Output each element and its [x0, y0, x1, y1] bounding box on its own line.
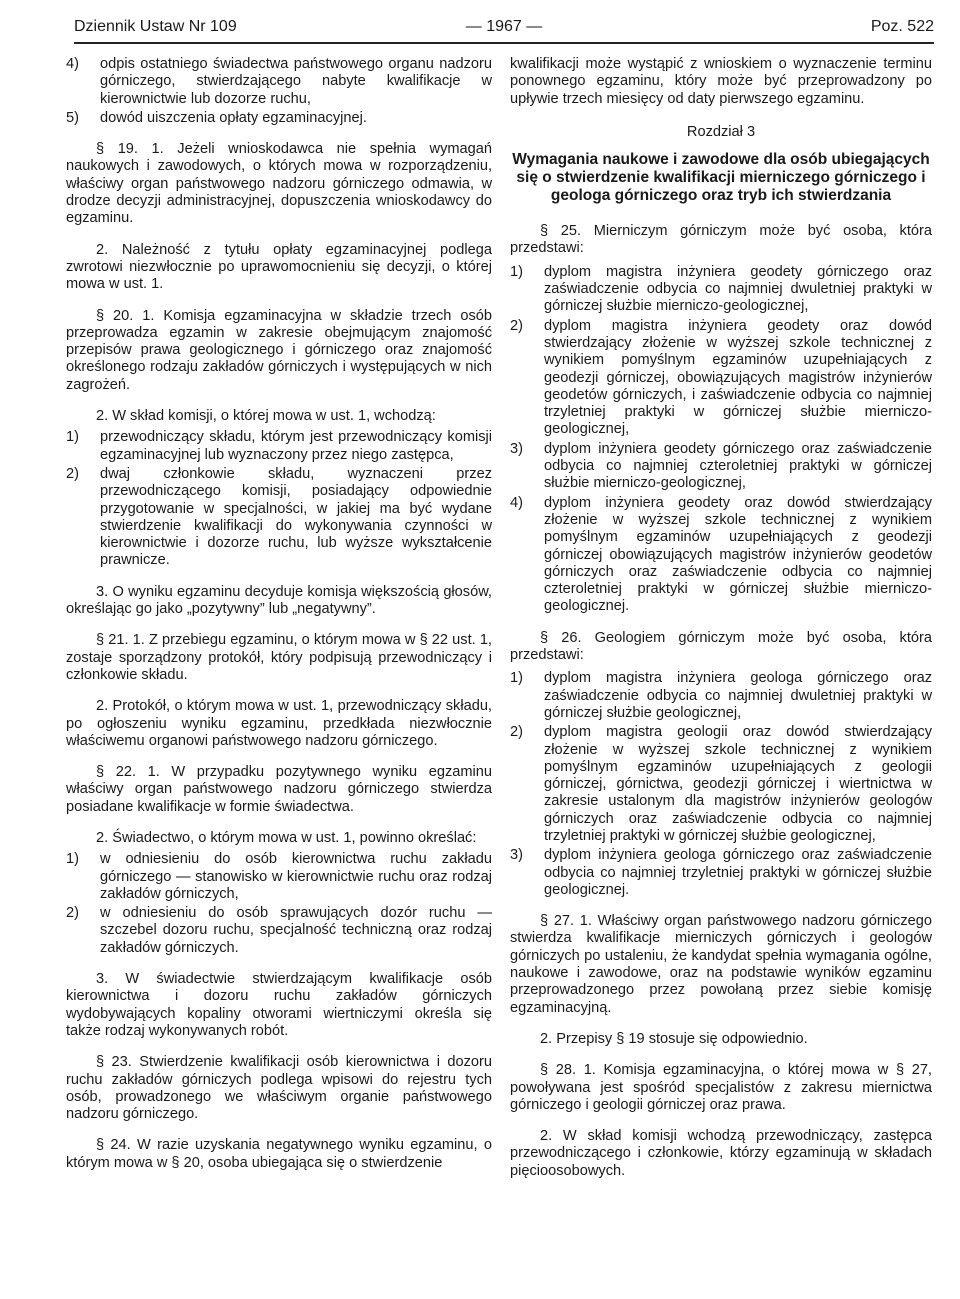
list-item [510, 318, 932, 439]
list-text: dyplom magistra inżyniera geologa górniczego oraz zaświadczenie odbycia co najmniej dwuletniej praktyki w górniczej służbie geologicznej, [544, 670, 932, 721]
list-text: dyplom magistra inżyniera geodety oraz dowód stwierdzający złożenie w wyższej szkole technicznej z wynikiem pomyślnym egzaminów uzupełniających z geodezji górniczej, obowiązujących magistrów inżynierów geodetów górniczych, i zaświadczenie odbycia co najmniej trzyletniej praktyki w górniczej służbie mierniczo-geologicznej, [544, 317, 932, 438]
list-text: w odniesieniu do osób sprawujących dozór ruchu — szczebel dozoru ruchu, specjalność techniczną oraz rodzaj zakładów górniczych. [100, 905, 492, 956]
list-item [510, 847, 932, 899]
list-text: dyplom magistra geologii oraz dowód stwierdzający złożenie w wyższej szkole technicznej z wynikiem pomyślnym egzaminów uzupełniających z geologii górniczej, górnictwa, geodezji górniczej i wiertnictwa w zakresie ustalonym dla magistrów inżynierów geologów górniczych oraz zaświadczenie odbycia co najmniej trzyletniej praktyki w górniczej służbie geologicznej, [544, 724, 932, 844]
list-text: przewodniczący składu, którym jest przewodniczący komisji egzaminacyjnej lub wyznaczony przez niego zastępca, [100, 429, 492, 463]
page-header [74, 16, 934, 44]
paragraph-27-2: 2. Przepisy § 19 stosuje się odpowiednio. [540, 1030, 808, 1047]
paragraph-20-3: 3. O wyniku egzaminu decyduje komisja większością głosów, określając go jako „pozytywny” lub „negatywny”. [66, 583, 492, 618]
list-number: 1) [510, 263, 523, 280]
left-column [66, 56, 492, 1186]
list-number: 1) [66, 429, 79, 446]
paragraph-28-1: § 28. 1. Komisja egzaminacyjna, o której mowa w § 27, powoływana jest spośród specjalistów z zakresu miernictwa górniczego i geologii górniczej oraz prawa. [510, 1062, 932, 1113]
list-number: 2) [66, 905, 79, 922]
list-item [66, 851, 492, 903]
list-text: dyplom magistra inżyniera geodety górniczego oraz zaświadczenie odbycia co najmniej dwuletniej praktyki w górniczej służbie mierniczo-geologicznej, [544, 263, 932, 315]
list-number: 3) [510, 847, 523, 864]
list-item [66, 429, 492, 464]
paragraph-24: § 24. W razie uzyskania negatywnego wyniku egzaminu, o którym mowa w § 20, osoba ubiegająca się o stwierdzenie [66, 1137, 492, 1171]
paragraph-22-2: 2. Świadectwo, o którym mowa w ust. 1, powinno określać: [96, 829, 477, 846]
list-item [510, 495, 932, 616]
list-number: 2) [510, 317, 523, 334]
list-text: dwaj członkowie składu, wyznaczeni przez przewodniczącego komisji, posiadający odpowiednie przygotowanie w specjalności, w jakiej ma być wydane stwierdzenie kwalifikacji do wykonywania czynności w kierownictwie i dozorze ruchu, lub wyższe wykształcenie prawnicze. [100, 465, 492, 569]
paragraph-19-2: 2. Należność z tytułu opłaty egzaminacyjnej podlega zwrotowi niezwłocznie po uprawomocnieniu się decyzji, o której mowa w ust. 1. [66, 241, 492, 293]
journal-title: Dziennik Ustaw Nr 109 [74, 18, 237, 35]
paragraph-27-1: § 27. 1. Właściwy organ państwowego nadzoru górniczego stwierdza kwalifikacje mierniczych górniczych i geologów górniczych po ustaleniu, że kandydat spełnia wymagania ogólne, naukowe i zawodowe, oraz na podstawie wyników egzaminu przeprowadzonego przez powołaną przez siebie komisję egzaminacyjną. [510, 913, 932, 1016]
right-column [510, 56, 932, 1194]
chapter-number: Rozdział 3 [686, 123, 756, 140]
paragraph-26: § 26. Geologiem górniczym może być osoba, która przedstawi: [510, 629, 932, 664]
paragraph-23: § 23. Stwierdzenie kwalifikacji osób kierownictwa i dozoru ruchu zakładów górniczych podlega wpisowi do rejestru tych osób, prowadzonego we właściwym organie państwowego nadzoru górniczego. [66, 1054, 492, 1123]
list-item [510, 724, 932, 845]
paragraph-20-2: 2. W skład komisji, o której mowa w ust. 1, wchodzą: [96, 408, 436, 425]
list-text: dowód uiszczenia opłaty egzaminacyjnej. [100, 109, 367, 126]
list-number: 1) [510, 670, 523, 687]
list-item [66, 466, 492, 570]
paragraph-22-1: § 22. 1. W przypadku pozytywnego wyniku egzaminu właściwy organ państwowego nadzoru górniczego stwierdza posiadane kwalifikacje w formie świadectwa. [66, 764, 492, 815]
list-number: 4) [510, 494, 523, 511]
list-number: 1) [66, 851, 79, 868]
list-item [510, 264, 932, 316]
list-item [510, 441, 932, 493]
list-number: 2) [66, 465, 79, 482]
list-text: dyplom inżyniera geodety górniczego oraz zaświadczenie odbycia co najmniej czteroletniej praktyki w górniczej służbie mierniczo-geologicznej, [544, 440, 932, 492]
list-number: 5) [66, 109, 79, 126]
list-text: odpis ostatniego świadectwa państwowego organu nadzoru górniczego, stwierdzającego nabyte kwalifikacje w kierownictwie lub dozorze ruchu, [100, 56, 492, 107]
paragraph-20-1: § 20. 1. Komisja egzaminacyjna w składzie trzech osób przeprowadza egzamin w zakresie obejmującym znajomość przepisów prawa geologicznego i górniczego oraz znajomość określonego rodzaju zakładów górniczych i występujących w nich zagrożeń. [66, 307, 492, 393]
paragraph-22-3: 3. W świadectwie stwierdzającym kwalifikacje osób kierownictwa i dozoru ruchu zakładów górniczych wydobywających kopaliny otworami wiertniczymi określa się także rodzaj wykonywanych robót. [66, 971, 492, 1039]
list-item [510, 670, 932, 722]
paragraph-19-1: § 19. 1. Jeżeli wnioskodawca nie spełnia wymagań naukowych i zawodowych, o których mowa w rozporządzeniu, właściwy organ państwowego nadzoru górniczego odmawia, w drodze decyzji administracyjnej, dopuszczenia wnioskodawcy do egzaminu. [66, 141, 492, 227]
position-number: Poz. 522 [870, 18, 934, 35]
list-text: w odniesieniu do osób kierownictwa ruchu zakładu górniczego — stanowisko w kierownictwie ruchu oraz rodzaj zakładów górniczych, [100, 851, 492, 902]
paragraph-21-1: § 21. 1. Z przebiegu egzaminu, o którym mowa w § 22 ust. 1, zostaje sporządzony protokół, który podpisują przewodniczący i członkowie składu. [66, 632, 492, 683]
list-text: dyplom inżyniera geodety oraz dowód stwierdzający złożenie w wyższej szkole technicznej z wynikiem pomyślnym egzaminów uzupełniających z geodezji górniczej obowiązujących magistrów inżynierów geodetów górniczych oraz zaświadczenie odbycia co najmniej czteroletniej praktyki w górniczej służbie mierniczo-geologicznej. [544, 494, 932, 615]
page-number: — 1967 — [465, 18, 543, 35]
list-item [66, 905, 492, 957]
paragraph-24-continued: kwalifikacji może wystąpić z wnioskiem o wyznaczenie terminu ponownego egzaminu, który może być przeprowadzony po upływie trzech miesięcy od daty pierwszego egzaminu. [510, 56, 932, 107]
list-number: 2) [510, 724, 523, 741]
paragraph-25: § 25. Mierniczym górniczym może być osoba, która przedstawi: [510, 223, 932, 257]
list-text: dyplom inżyniera geologa górniczego oraz zaświadczenie odbycia co najmniej trzyletniej praktyki w górniczej służbie geologicznej. [544, 847, 932, 898]
paragraph-28-2: 2. W skład komisji wchodzą przewodniczący, zastępca przewodniczącego i członkowie, którzy egzaminują w składach pięcioosobowych. [510, 1128, 932, 1179]
list-number: 3) [510, 440, 523, 457]
paragraph-21-2: 2. Protokół, o którym mowa w ust. 1, przewodniczący składu, po ogłoszeniu wyniku egzaminu, przedkłada niezwłocznie właściwemu organowi państwowego nadzoru górniczego. [66, 698, 492, 749]
chapter-title: Wymagania naukowe i zawodowe dla osób ubiegających się o stwierdzenie kwalifikacji mierniczego górniczego i geologa górniczego oraz tryb ich stwierdzania [512, 151, 930, 205]
list-number: 4) [66, 56, 79, 72]
list-item [66, 56, 492, 108]
list-item [66, 110, 492, 127]
